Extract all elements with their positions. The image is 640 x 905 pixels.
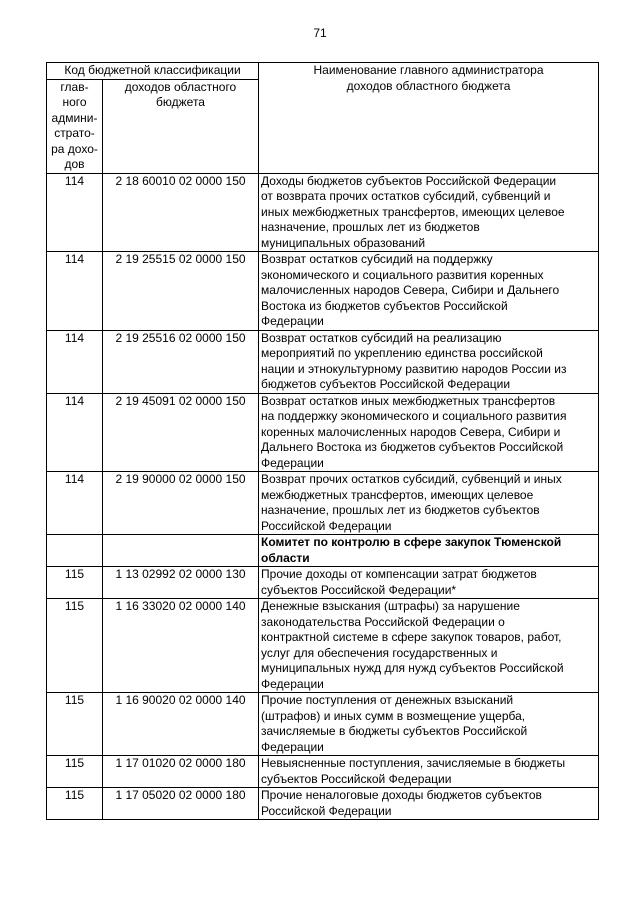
income-name-cell <box>259 393 599 472</box>
income-code-header-line: бюджета <box>156 95 205 109</box>
income-name-line: Федерации <box>261 739 324 754</box>
table-body <box>47 173 599 820</box>
admin-code-cell: 114 <box>47 252 103 331</box>
admin-code-cell: 115 <box>47 788 103 820</box>
income-code-cell: 1 13 02992 02 0000 130 <box>103 567 259 599</box>
income-name-line: Возврат остатков субсидий на реализацию <box>261 330 502 345</box>
table-row <box>47 472 599 535</box>
income-name-line: Возврат остатков субсидий на поддержку <box>261 252 493 266</box>
admin-code-header-line: дов <box>64 157 85 171</box>
income-name-line: малочисленных народов Севера, Сибири и Дальнего <box>261 283 560 297</box>
income-code-cell: 1 16 33020 02 0000 140 <box>103 599 259 693</box>
income-name-line: (штрафов) и иных сумм в возмещение ущерба, <box>261 708 526 723</box>
admin-code-header-line: страто- <box>54 126 95 140</box>
administrator-name-header <box>259 63 599 174</box>
income-code-header-line: доходов областного <box>124 79 237 94</box>
admin-code-cell: 115 <box>47 756 103 788</box>
admin-code-cell: 115 <box>47 693 103 756</box>
income-name-line: зачисляемые в бюджеты субъектов Российской <box>261 724 528 738</box>
income-name-cell <box>259 693 599 756</box>
admin-code-cell: 114 <box>47 173 103 252</box>
income-name-line: Российской Федерации <box>261 518 392 533</box>
income-name-line: иных межбюджетных трансфертов, имеющих целевое <box>261 204 565 219</box>
income-name-line: от возврата прочих остатков субсидий, субвенций и <box>261 189 551 203</box>
income-name-cell <box>259 599 599 693</box>
income-name-line: на поддержку экономического и социального развития <box>261 409 567 423</box>
table-row <box>47 173 599 252</box>
income-name-line: Востока из бюджетов субъектов Российской <box>261 298 508 313</box>
income-code-cell: 1 17 05020 02 0000 180 <box>103 788 259 820</box>
admin-code-cell <box>47 535 103 567</box>
income-name-line: нации и этнокультурному развитию народов России из <box>261 361 567 376</box>
table-row <box>47 330 599 393</box>
table-row <box>47 756 599 788</box>
page-number: 71 <box>313 26 327 40</box>
income-name-line: Прочие неналоговые доходы бюджетов субъектов <box>261 788 542 802</box>
income-name-line: назначение, прошлых лет из бюджетов субъектов <box>261 503 540 517</box>
income-code-cell: 2 19 25515 02 0000 150 <box>103 252 259 331</box>
admin-code-header-line: глав- <box>60 79 89 94</box>
income-name-line: законодательства Российской Федерации о <box>261 614 505 629</box>
income-name-line: Дальнего Востока из бюджетов субъектов Российской <box>261 440 564 454</box>
income-name-line: услуг для обеспечения государственных и <box>261 645 498 660</box>
admin-code-cell: 115 <box>47 599 103 693</box>
admin-code-cell: 115 <box>47 567 103 599</box>
income-name-cell <box>259 788 599 820</box>
income-code-cell: 2 19 90000 02 0000 150 <box>103 472 259 535</box>
admin-code-header-line: ного <box>62 95 87 109</box>
income-name-line: Российской Федерации <box>261 803 392 818</box>
income-name-cell <box>259 173 599 252</box>
income-name-line: муниципальных нужд для нужд субъектов Российской <box>261 661 564 675</box>
budget-classification-table <box>46 62 599 820</box>
income-name-line: Возврат прочих остатков субсидий, субвенций и иных <box>261 472 562 486</box>
admin-code-cell: 114 <box>47 472 103 535</box>
income-name-cell <box>259 756 599 788</box>
income-name-line: Федерации <box>261 676 324 691</box>
income-name-line: контрактной системе в сфере закупок товаров, работ, <box>261 630 562 644</box>
income-name-line: мероприятий по укреплению единства российской <box>261 346 543 360</box>
income-name-cell <box>259 472 599 535</box>
income-code-cell: 1 16 90020 02 0000 140 <box>103 693 259 756</box>
administrator-section-heading <box>259 535 599 567</box>
table-row <box>47 535 599 567</box>
admin-code-header-line: админи- <box>51 110 98 125</box>
table-row <box>47 567 599 599</box>
table-row <box>47 393 599 472</box>
income-code-cell <box>103 535 259 567</box>
income-name-line: Невыясненные поступления, зачисляемые в бюджеты <box>261 756 566 770</box>
income-name-line: Доходы бюджетов субъектов Российской Федерации <box>261 173 557 188</box>
income-name-line: субъектов Российской Федерации <box>261 771 452 786</box>
table-row <box>47 693 599 756</box>
income-name-line: Федерации <box>261 314 324 328</box>
income-name-line: межбюджетных трансфертов, имеющих целевое <box>261 487 534 502</box>
income-name-line: бюджетов субъектов Российской Федерации <box>261 377 511 391</box>
admin-code-header <box>47 79 103 173</box>
administrator-name-header-line: Наименование главного администратора <box>313 63 544 77</box>
income-name-cell <box>259 567 599 599</box>
income-name-line: назначение, прошлых лет из бюджетов <box>261 220 480 234</box>
income-name-line: Федерации <box>261 455 324 470</box>
income-name-line: муниципальных образований <box>261 235 426 250</box>
income-name-line: Комитет по контролю в сфере закупок Тюменской <box>261 535 562 549</box>
table-row <box>47 788 599 820</box>
income-name-line: области <box>261 550 310 565</box>
admin-code-cell: 114 <box>47 393 103 472</box>
budget-code-group-header: Код бюджетной классификации <box>47 63 259 80</box>
administrator-name-header-line: доходов областного бюджета <box>346 78 511 93</box>
income-name-line: Прочие поступления от денежных взысканий <box>261 693 514 707</box>
income-name-line: Возврат остатков иных межбюджетных трансфертов <box>261 393 556 408</box>
income-code-cell: 2 19 25516 02 0000 150 <box>103 330 259 393</box>
income-name-line: экономического и социального развития коренных <box>261 267 544 282</box>
income-code-cell: 2 19 45091 02 0000 150 <box>103 393 259 472</box>
table-row <box>47 599 599 693</box>
income-name-line: коренных малочисленных народов Севера, Сибири и <box>261 424 561 439</box>
table-row <box>47 252 599 331</box>
income-name-line: субъектов Российской Федерации* <box>261 582 457 597</box>
income-code-cell: 1 17 01020 02 0000 180 <box>103 756 259 788</box>
income-code-cell: 2 18 60010 02 0000 150 <box>103 173 259 252</box>
income-name-cell <box>259 252 599 331</box>
income-name-line: Прочие доходы от компенсации затрат бюджетов <box>261 567 537 581</box>
income-name-cell <box>259 330 599 393</box>
income-name-line: Денежные взыскания (штрафы) за нарушение <box>261 599 520 613</box>
admin-code-cell: 114 <box>47 330 103 393</box>
income-code-header <box>103 79 259 173</box>
admin-code-header-line: ра дохо- <box>51 141 98 156</box>
